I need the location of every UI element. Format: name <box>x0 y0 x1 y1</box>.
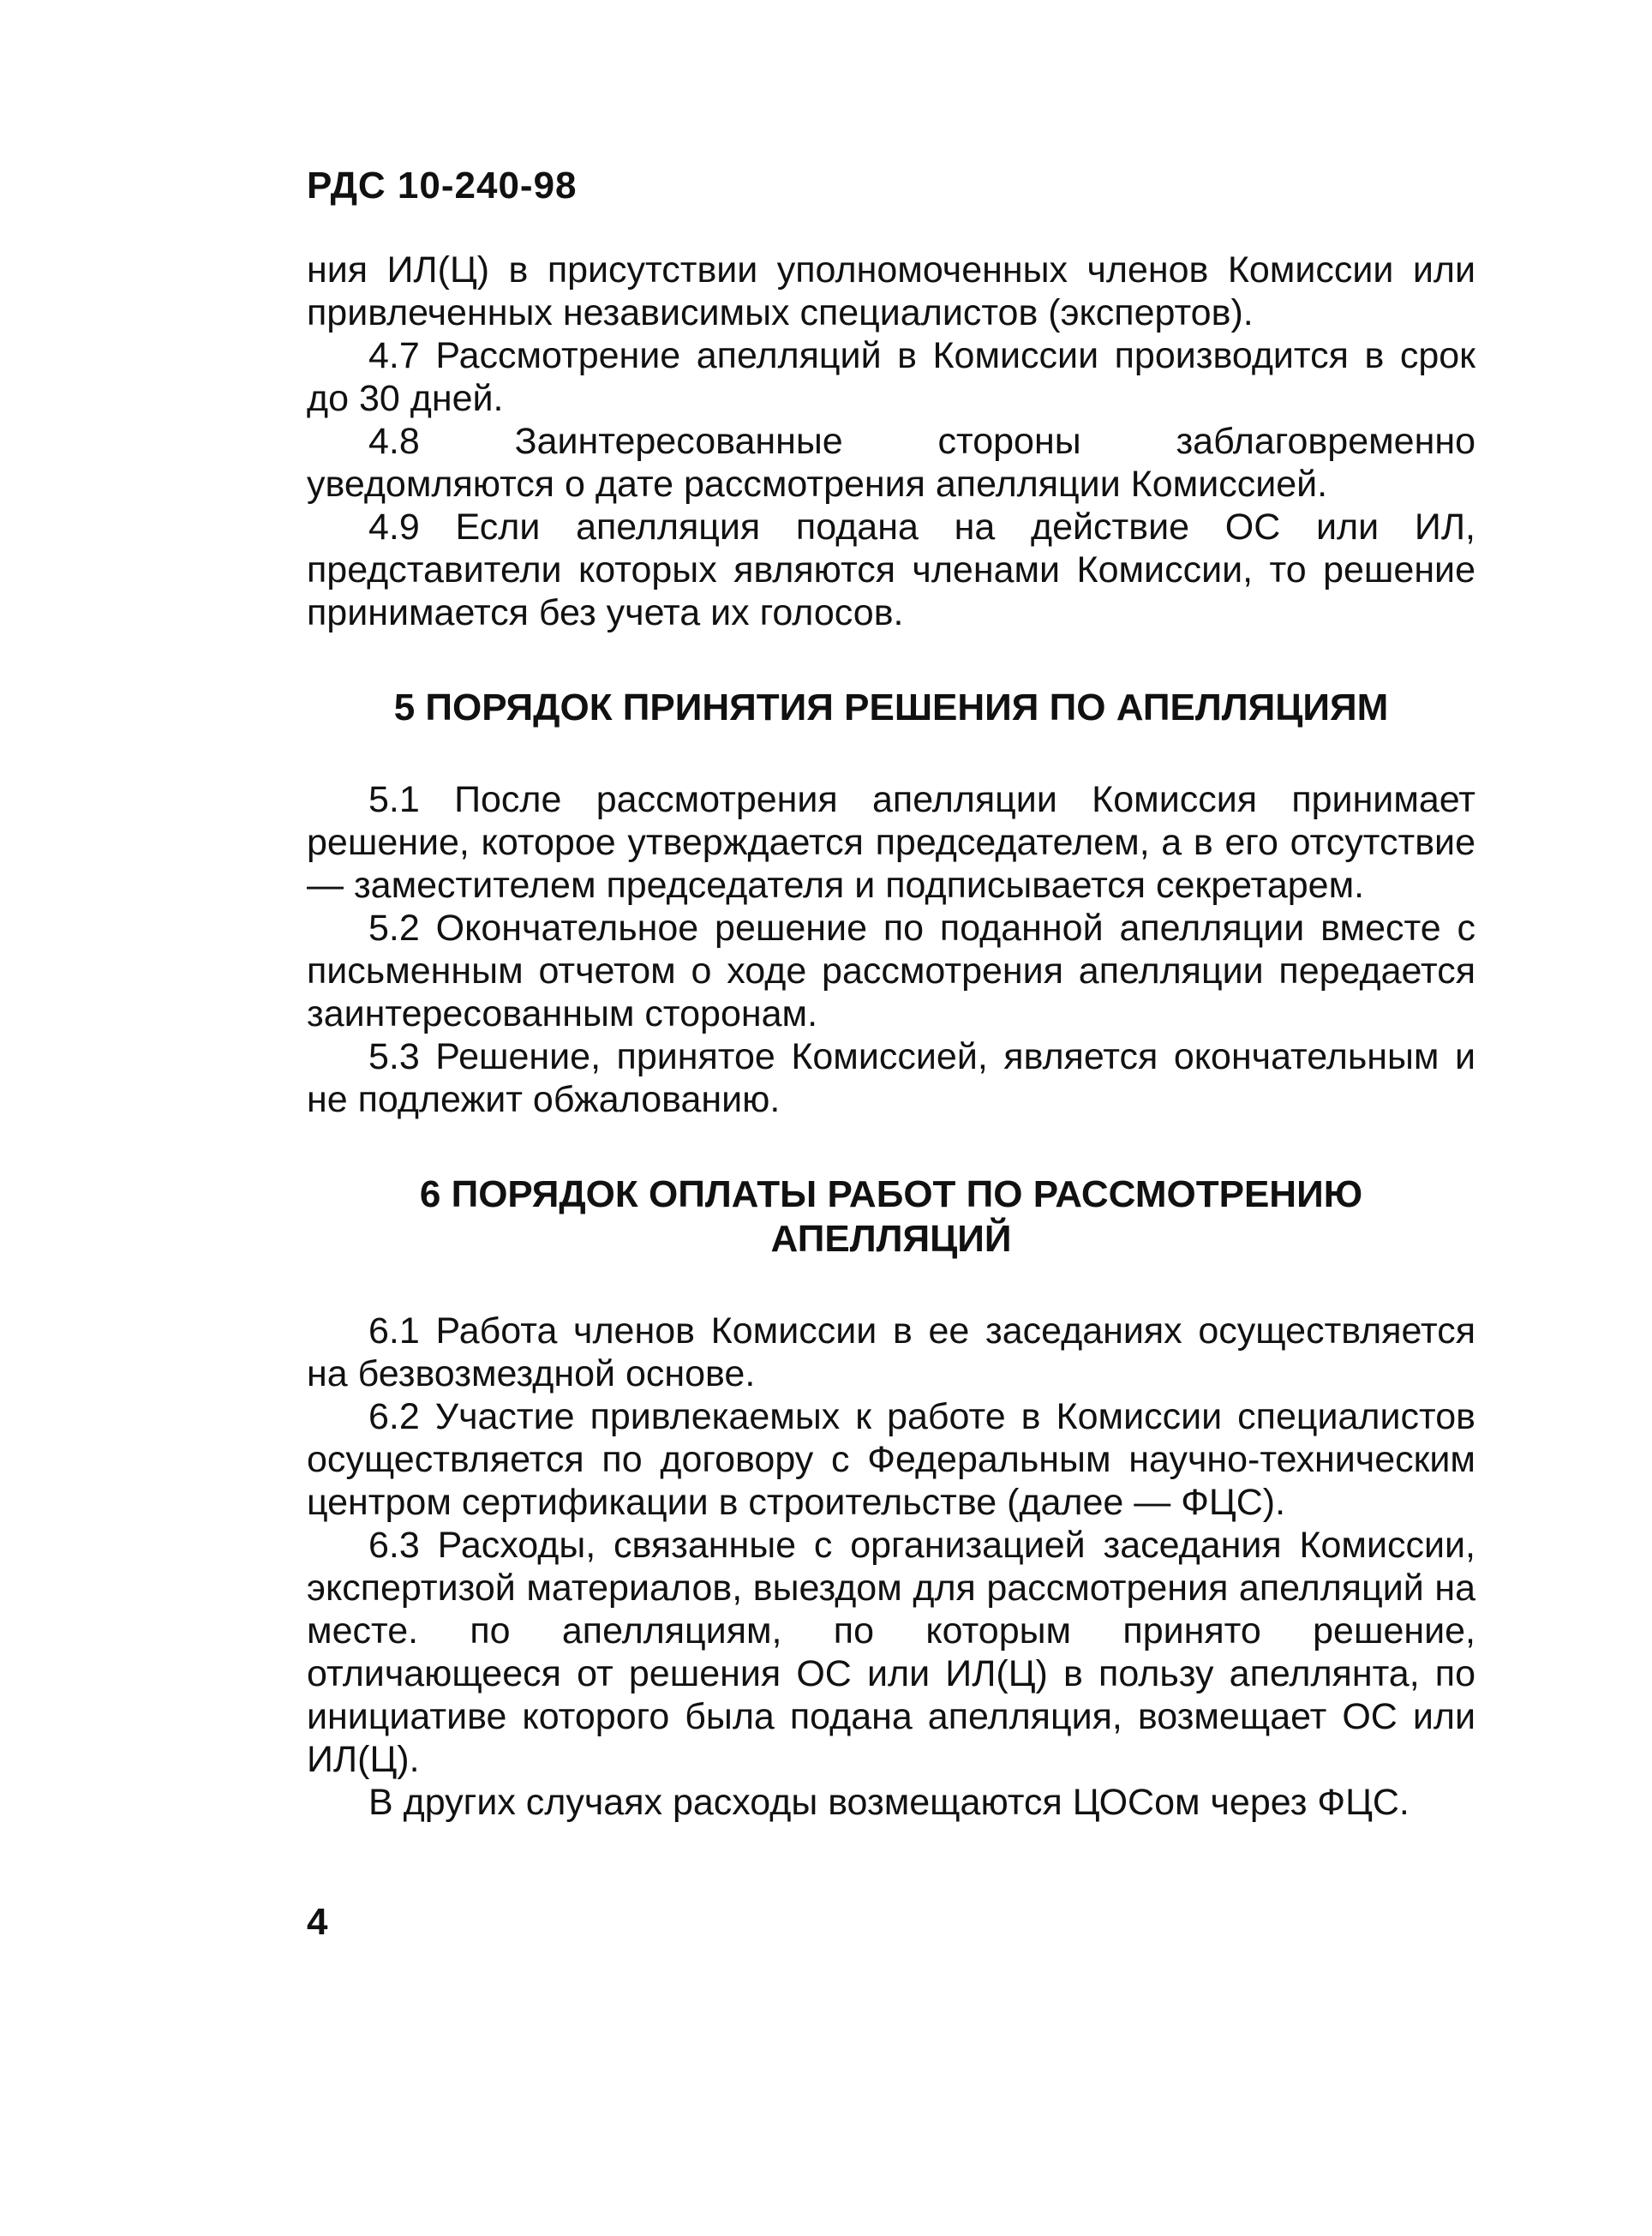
paragraph-4-8: 4.8 Заинтересованные стороны заблаговременно уведомляются о дате рассмотрения апелляции Комиссией. <box>307 421 1475 505</box>
section-6-heading-line-1: 6 ПОРЯДОК ОПЛАТЫ РАБОТ ПО РАССМОТРЕНИЮ <box>419 1173 1363 1215</box>
paragraph-4-6-continuation: ния ИЛ(Ц) в присутствии уполномоченных членов Комиссии или привлеченных независимых специалистов (экспертов). <box>307 249 1475 333</box>
paragraph-4-9: 4.9 Если апелляция подана на действие ОС или ИЛ, представители которых являются членами Комиссии, то решение принимается без учета их голосов. <box>307 507 1475 633</box>
paragraph-other-cases: В других случаях расходы возмещаются ЦОСом через ФЦС. <box>368 1782 1410 1823</box>
document-body <box>307 249 1475 1824</box>
section-6-heading <box>307 1172 1475 1262</box>
paragraph-5-2: 5.2 Окончательное решение по поданной апелляции вместе с письменным отчетом о ходе рассмотрения апелляции передается заинтересованным сторонам. <box>307 908 1475 1034</box>
page-number: 4 <box>307 1901 328 1943</box>
paragraph-5-3: 5.3 Решение, принятое Комиссией, является окончательным и не подлежит обжалованию. <box>307 1036 1475 1120</box>
paragraph-5-1: 5.1 После рассмотрения апелляции Комиссия принимает решение, которое утверждается председателем, а в его отсутствие — заместителем председателя и подписывается секретарем. <box>307 779 1475 906</box>
section-5-heading: 5 ПОРЯДОК ПРИНЯТИЯ РЕШЕНИЯ ПО АПЕЛЛЯЦИЯМ <box>393 686 1389 728</box>
section-6-heading-line-2: АПЕЛЛЯЦИЙ <box>770 1218 1012 1260</box>
paragraph-6-3: 6.3 Расходы, связанные с организацией заседания Комиссии, экспертизой материалов, выездом для рассмотрения апелляций на месте. по апелляциям, по которым принято решение, отличающееся от решения ОС или ИЛ(Ц) в пользу апеллянта, по инициативе которого была подана апелляция, возмещает ОС или ИЛ(Ц). <box>307 1525 1475 1780</box>
paragraph-6-1: 6.1 Работа членов Комиссии в ее заседаниях осуществляется на безвозмездной основе. <box>307 1310 1475 1394</box>
paragraph-6-2: 6.2 Участие привлекаемых к работе в Комиссии специалистов осуществляется по договору с Федеральным научно-техническим центром сертификации в строительстве (далее — ФЦС). <box>307 1396 1475 1523</box>
document-code: РДС 10-240-98 <box>307 165 578 207</box>
paragraph-4-7: 4.7 Рассмотрение апелляций в Комиссии производится в срок до 30 дней. <box>307 335 1475 419</box>
